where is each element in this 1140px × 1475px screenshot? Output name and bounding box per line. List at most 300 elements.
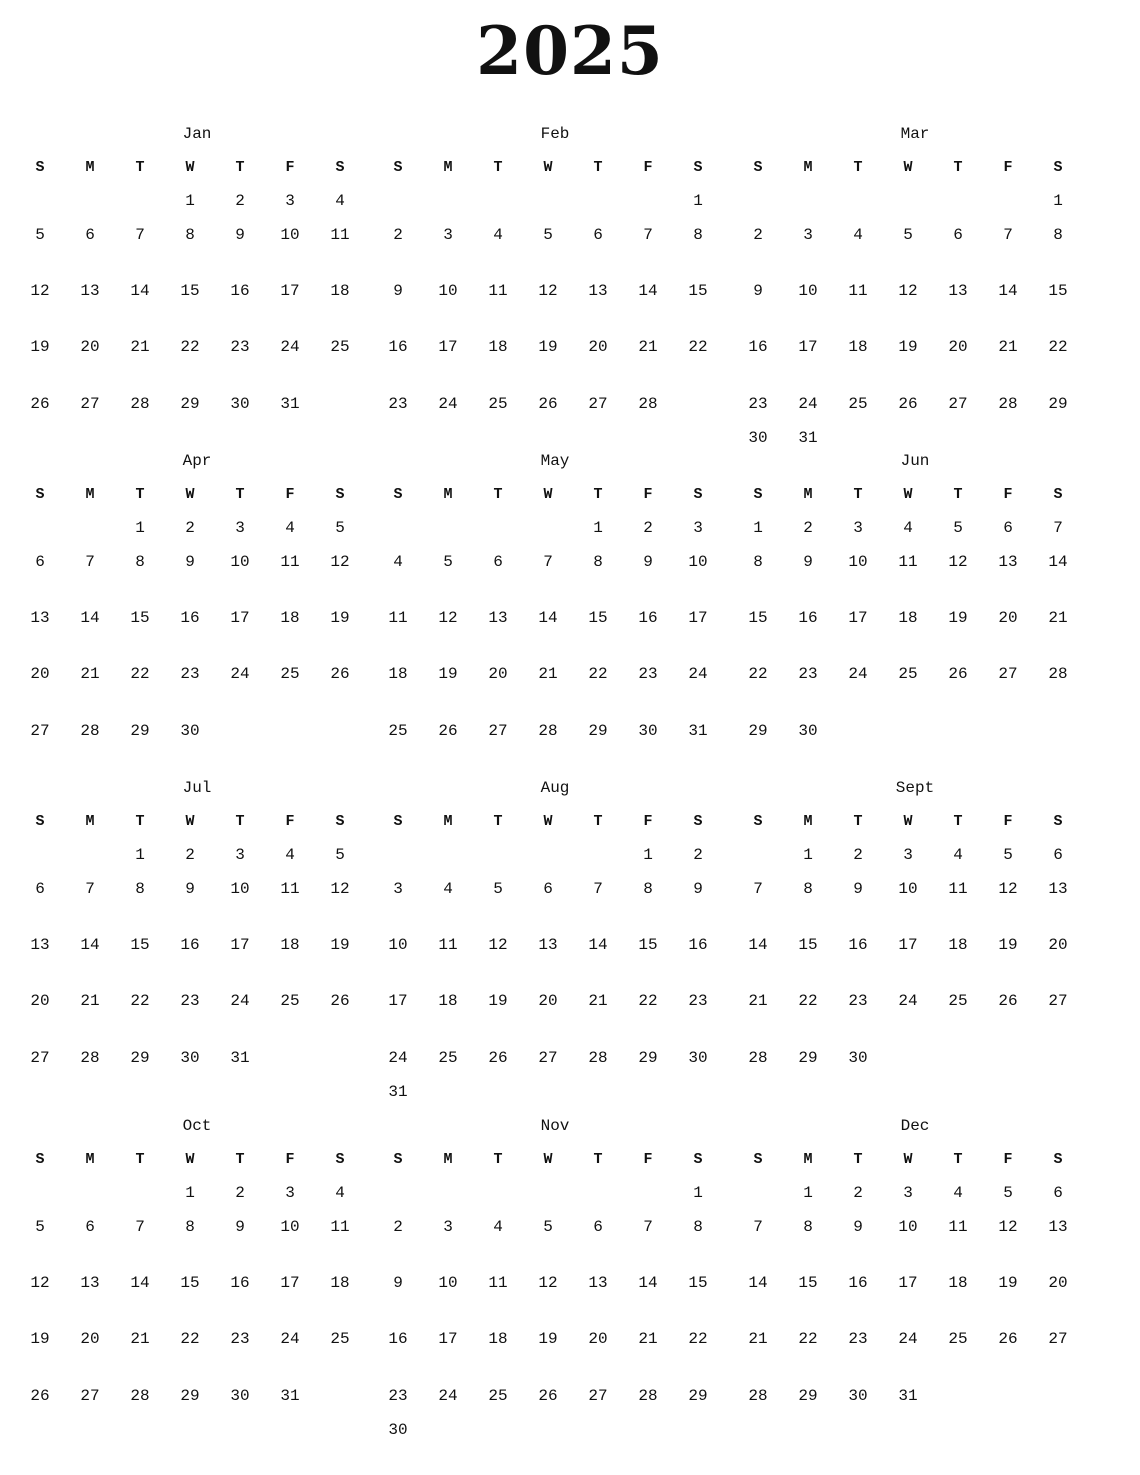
day-cell: 19 [538, 338, 558, 356]
day-cell: 18 [330, 1274, 350, 1292]
day-cell: 14 [748, 1274, 768, 1292]
weekday-label: T [135, 1151, 145, 1168]
day-cell: 12 [538, 282, 558, 300]
day-cell: 16 [688, 936, 708, 954]
month-feb [380, 125, 730, 455]
day-cell: 25 [848, 395, 868, 413]
month-name: Aug [540, 779, 570, 797]
day-cell: 30 [180, 722, 200, 740]
day-cell: 3 [235, 846, 245, 864]
day-cell: 19 [330, 609, 350, 627]
day-cell: 30 [180, 1049, 200, 1067]
day-cell: 11 [330, 226, 350, 244]
day-cell: 9 [185, 880, 195, 898]
weekday-label: F [643, 486, 653, 503]
day-cell: 13 [30, 609, 50, 627]
weekday-label: T [953, 813, 963, 830]
day-cell: 20 [538, 992, 558, 1010]
day-cell: 9 [643, 553, 653, 571]
month-dec [740, 1117, 1090, 1447]
day-cell: 21 [638, 338, 658, 356]
day-cell: 8 [1053, 226, 1063, 244]
day-cell: 6 [593, 226, 603, 244]
day-cell: 4 [493, 1218, 503, 1236]
day-cell: 27 [30, 722, 50, 740]
day-cell: 5 [443, 553, 453, 571]
weekday-label: M [85, 159, 95, 176]
day-cell: 7 [1053, 519, 1063, 537]
weekday-label: T [135, 486, 145, 503]
weekday-label: F [1003, 1151, 1013, 1168]
weekday-label: S [693, 1151, 703, 1168]
weekday-label: T [853, 159, 863, 176]
day-cell: 8 [135, 553, 145, 571]
day-cell: 29 [798, 1049, 818, 1067]
day-cell: 4 [853, 226, 863, 244]
day-cell: 25 [388, 722, 408, 740]
day-cell: 17 [388, 992, 408, 1010]
day-cell: 15 [688, 282, 708, 300]
day-cell: 15 [180, 1274, 200, 1292]
day-cell: 28 [1048, 665, 1068, 683]
day-cell: 24 [798, 395, 818, 413]
weekday-label: W [185, 1151, 195, 1168]
day-cell: 17 [798, 338, 818, 356]
day-cell: 27 [588, 395, 608, 413]
day-cell: 1 [1053, 192, 1063, 210]
weekday-label: F [643, 159, 653, 176]
day-cell: 24 [898, 1330, 918, 1348]
day-cell: 12 [998, 880, 1018, 898]
day-cell: 6 [543, 880, 553, 898]
day-cell: 18 [898, 609, 918, 627]
day-cell: 23 [848, 992, 868, 1010]
day-cell: 10 [898, 880, 918, 898]
day-cell: 4 [285, 846, 295, 864]
day-cell: 11 [280, 880, 300, 898]
weekday-label: T [853, 1151, 863, 1168]
weekday-label: M [85, 486, 95, 503]
day-cell: 18 [330, 282, 350, 300]
day-cell: 28 [80, 722, 100, 740]
day-cell: 4 [903, 519, 913, 537]
weekday-label: F [285, 159, 295, 176]
weekday-label: S [393, 813, 403, 830]
day-cell: 31 [280, 395, 300, 413]
day-cell: 14 [588, 936, 608, 954]
day-cell: 17 [438, 1330, 458, 1348]
weekday-label: S [393, 486, 403, 503]
day-cell: 18 [388, 665, 408, 683]
day-cell: 10 [438, 1274, 458, 1292]
day-cell: 31 [280, 1387, 300, 1405]
day-cell: 17 [230, 609, 250, 627]
day-cell: 16 [230, 1274, 250, 1292]
day-cell: 13 [948, 282, 968, 300]
weekday-label: T [853, 813, 863, 830]
weekday-label: M [803, 486, 813, 503]
day-cell: 10 [230, 880, 250, 898]
day-cell: 15 [688, 1274, 708, 1292]
month-jun [740, 452, 1090, 782]
day-cell: 12 [330, 880, 350, 898]
day-cell: 27 [80, 1387, 100, 1405]
day-cell: 24 [848, 665, 868, 683]
weekday-label: T [593, 486, 603, 503]
weekday-label: M [85, 1151, 95, 1168]
day-cell: 6 [1053, 846, 1063, 864]
weekday-label: F [285, 813, 295, 830]
day-cell: 20 [80, 338, 100, 356]
day-cell: 29 [748, 722, 768, 740]
weekday-label: M [803, 813, 813, 830]
weekday-label: W [543, 486, 553, 503]
month-aug [380, 779, 730, 1109]
day-cell: 21 [588, 992, 608, 1010]
weekday-label: M [443, 159, 453, 176]
day-cell: 16 [638, 609, 658, 627]
day-cell: 27 [488, 722, 508, 740]
day-cell: 26 [898, 395, 918, 413]
day-cell: 6 [953, 226, 963, 244]
day-cell: 25 [898, 665, 918, 683]
day-cell: 28 [638, 395, 658, 413]
day-cell: 11 [948, 880, 968, 898]
day-cell: 11 [388, 609, 408, 627]
day-cell: 15 [798, 936, 818, 954]
day-cell: 17 [898, 1274, 918, 1292]
day-cell: 9 [235, 226, 245, 244]
day-cell: 19 [898, 338, 918, 356]
day-cell: 13 [1048, 880, 1068, 898]
weekday-label: T [493, 486, 503, 503]
day-cell: 13 [30, 936, 50, 954]
weekday-label: M [443, 486, 453, 503]
day-cell: 29 [130, 722, 150, 740]
weekday-label: T [853, 486, 863, 503]
month-name: Mar [900, 125, 930, 143]
day-cell: 16 [230, 282, 250, 300]
day-cell: 27 [80, 395, 100, 413]
day-cell: 24 [388, 1049, 408, 1067]
month-jan [22, 125, 372, 455]
day-cell: 27 [998, 665, 1018, 683]
day-cell: 16 [748, 338, 768, 356]
day-cell: 23 [638, 665, 658, 683]
day-cell: 13 [588, 1274, 608, 1292]
weekday-label: M [443, 1151, 453, 1168]
day-cell: 1 [803, 1184, 813, 1202]
day-cell: 16 [180, 609, 200, 627]
day-cell: 10 [388, 936, 408, 954]
day-cell: 31 [388, 1083, 408, 1101]
day-cell: 29 [130, 1049, 150, 1067]
day-cell: 9 [693, 880, 703, 898]
day-cell: 23 [848, 1330, 868, 1348]
day-cell: 7 [1003, 226, 1013, 244]
day-cell: 3 [393, 880, 403, 898]
day-cell: 10 [280, 1218, 300, 1236]
day-cell: 20 [588, 1330, 608, 1348]
day-cell: 5 [335, 846, 345, 864]
day-cell: 12 [30, 282, 50, 300]
day-cell: 29 [180, 395, 200, 413]
weekday-label: S [753, 1151, 763, 1168]
day-cell: 10 [688, 553, 708, 571]
day-cell: 26 [998, 1330, 1018, 1348]
day-cell: 29 [1048, 395, 1068, 413]
day-cell: 13 [80, 1274, 100, 1292]
day-cell: 2 [753, 226, 763, 244]
day-cell: 7 [543, 553, 553, 571]
day-cell: 10 [230, 553, 250, 571]
day-cell: 25 [330, 1330, 350, 1348]
day-cell: 22 [180, 338, 200, 356]
day-cell: 13 [998, 553, 1018, 571]
day-cell: 11 [488, 1274, 508, 1292]
page-title: 2025 [476, 12, 664, 90]
day-cell: 5 [543, 1218, 553, 1236]
weekday-label: T [493, 813, 503, 830]
day-cell: 15 [130, 936, 150, 954]
day-cell: 23 [688, 992, 708, 1010]
day-cell: 15 [180, 282, 200, 300]
weekday-label: S [335, 813, 345, 830]
weekday-label: M [85, 813, 95, 830]
day-cell: 20 [30, 992, 50, 1010]
day-cell: 15 [588, 609, 608, 627]
day-cell: 5 [35, 1218, 45, 1236]
day-cell: 8 [803, 1218, 813, 1236]
day-cell: 7 [85, 553, 95, 571]
day-cell: 1 [135, 519, 145, 537]
day-cell: 18 [488, 1330, 508, 1348]
day-cell: 9 [235, 1218, 245, 1236]
day-cell: 2 [803, 519, 813, 537]
weekday-label: F [1003, 159, 1013, 176]
day-cell: 8 [185, 226, 195, 244]
weekday-label: T [953, 1151, 963, 1168]
day-cell: 1 [185, 192, 195, 210]
day-cell: 9 [185, 553, 195, 571]
day-cell: 3 [853, 519, 863, 537]
weekday-label: T [953, 486, 963, 503]
day-cell: 8 [135, 880, 145, 898]
weekday-label: T [593, 1151, 603, 1168]
weekday-label: F [1003, 813, 1013, 830]
day-cell: 24 [230, 992, 250, 1010]
day-cell: 3 [285, 192, 295, 210]
weekday-label: S [35, 1151, 45, 1168]
day-cell: 15 [130, 609, 150, 627]
day-cell: 19 [538, 1330, 558, 1348]
weekday-label: S [693, 159, 703, 176]
weekday-label: F [643, 813, 653, 830]
day-cell: 2 [185, 846, 195, 864]
weekday-label: T [493, 1151, 503, 1168]
day-cell: 25 [280, 665, 300, 683]
day-cell: 28 [130, 1387, 150, 1405]
day-cell: 26 [330, 992, 350, 1010]
day-cell: 9 [393, 282, 403, 300]
day-cell: 29 [798, 1387, 818, 1405]
weekday-label: S [35, 486, 45, 503]
day-cell: 11 [330, 1218, 350, 1236]
day-cell: 20 [1048, 1274, 1068, 1292]
day-cell: 3 [443, 1218, 453, 1236]
day-cell: 21 [748, 1330, 768, 1348]
day-cell: 19 [998, 1274, 1018, 1292]
month-may [380, 452, 730, 782]
day-cell: 28 [130, 395, 150, 413]
day-cell: 22 [748, 665, 768, 683]
day-cell: 14 [638, 1274, 658, 1292]
weekday-label: T [235, 1151, 245, 1168]
day-cell: 19 [998, 936, 1018, 954]
day-cell: 19 [438, 665, 458, 683]
weekday-label: S [753, 159, 763, 176]
day-cell: 22 [798, 992, 818, 1010]
day-cell: 23 [180, 992, 200, 1010]
day-cell: 1 [135, 846, 145, 864]
weekday-label: W [903, 1151, 913, 1168]
month-apr [22, 452, 372, 782]
day-cell: 7 [593, 880, 603, 898]
day-cell: 26 [488, 1049, 508, 1067]
day-cell: 12 [538, 1274, 558, 1292]
month-jul [22, 779, 372, 1109]
day-cell: 22 [180, 1330, 200, 1348]
weekday-label: T [493, 159, 503, 176]
day-cell: 5 [35, 226, 45, 244]
day-cell: 12 [330, 553, 350, 571]
day-cell: 14 [80, 609, 100, 627]
day-cell: 11 [898, 553, 918, 571]
day-cell: 30 [388, 1421, 408, 1439]
day-cell: 11 [438, 936, 458, 954]
weekday-label: W [543, 1151, 553, 1168]
month-name: Jun [900, 452, 930, 470]
weekday-label: W [185, 813, 195, 830]
day-cell: 4 [953, 1184, 963, 1202]
day-cell: 2 [235, 192, 245, 210]
month-name: Sept [895, 779, 935, 797]
day-cell: 4 [393, 553, 403, 571]
day-cell: 9 [853, 1218, 863, 1236]
weekday-label: M [803, 1151, 813, 1168]
day-cell: 26 [948, 665, 968, 683]
day-cell: 8 [693, 226, 703, 244]
weekday-label: S [753, 486, 763, 503]
weekday-label: S [335, 159, 345, 176]
day-cell: 28 [638, 1387, 658, 1405]
day-cell: 1 [643, 846, 653, 864]
weekday-label: T [235, 159, 245, 176]
day-cell: 28 [998, 395, 1018, 413]
weekday-label: W [185, 159, 195, 176]
day-cell: 1 [593, 519, 603, 537]
weekday-label: T [593, 813, 603, 830]
day-cell: 7 [85, 880, 95, 898]
day-cell: 28 [588, 1049, 608, 1067]
day-cell: 2 [235, 1184, 245, 1202]
weekday-label: T [593, 159, 603, 176]
day-cell: 26 [538, 395, 558, 413]
day-cell: 21 [538, 665, 558, 683]
day-cell: 25 [438, 1049, 458, 1067]
day-cell: 20 [998, 609, 1018, 627]
day-cell: 8 [593, 553, 603, 571]
weekday-label: F [285, 1151, 295, 1168]
day-cell: 31 [688, 722, 708, 740]
day-cell: 18 [948, 1274, 968, 1292]
day-cell: 14 [638, 282, 658, 300]
day-cell: 11 [280, 553, 300, 571]
day-cell: 25 [488, 395, 508, 413]
weekday-label: S [1053, 1151, 1063, 1168]
day-cell: 25 [948, 1330, 968, 1348]
day-cell: 23 [230, 338, 250, 356]
weekday-label: S [393, 1151, 403, 1168]
day-cell: 16 [388, 1330, 408, 1348]
day-cell: 3 [235, 519, 245, 537]
day-cell: 27 [538, 1049, 558, 1067]
month-name: Apr [182, 452, 212, 470]
day-cell: 21 [1048, 609, 1068, 627]
day-cell: 15 [1048, 282, 1068, 300]
day-cell: 14 [80, 936, 100, 954]
day-cell: 5 [953, 519, 963, 537]
day-cell: 11 [488, 282, 508, 300]
weekday-label: S [335, 486, 345, 503]
day-cell: 21 [80, 665, 100, 683]
day-cell: 23 [798, 665, 818, 683]
day-cell: 3 [693, 519, 703, 537]
day-cell: 4 [953, 846, 963, 864]
weekday-label: T [135, 159, 145, 176]
day-cell: 1 [803, 846, 813, 864]
day-cell: 8 [643, 880, 653, 898]
weekday-label: W [903, 486, 913, 503]
weekday-label: S [35, 159, 45, 176]
weekday-label: S [393, 159, 403, 176]
day-cell: 18 [438, 992, 458, 1010]
weekday-label: T [135, 813, 145, 830]
day-cell: 29 [588, 722, 608, 740]
day-cell: 12 [488, 936, 508, 954]
day-cell: 13 [488, 609, 508, 627]
day-cell: 16 [848, 1274, 868, 1292]
day-cell: 14 [1048, 553, 1068, 571]
day-cell: 22 [588, 665, 608, 683]
day-cell: 5 [493, 880, 503, 898]
day-cell: 19 [488, 992, 508, 1010]
day-cell: 20 [488, 665, 508, 683]
day-cell: 6 [1053, 1184, 1063, 1202]
day-cell: 18 [848, 338, 868, 356]
weekday-label: S [753, 813, 763, 830]
day-cell: 17 [230, 936, 250, 954]
day-cell: 15 [798, 1274, 818, 1292]
day-cell: 28 [748, 1387, 768, 1405]
day-cell: 6 [85, 1218, 95, 1236]
day-cell: 2 [185, 519, 195, 537]
day-cell: 30 [748, 429, 768, 447]
month-nov [380, 1117, 730, 1447]
day-cell: 10 [798, 282, 818, 300]
day-cell: 20 [30, 665, 50, 683]
day-cell: 29 [180, 1387, 200, 1405]
